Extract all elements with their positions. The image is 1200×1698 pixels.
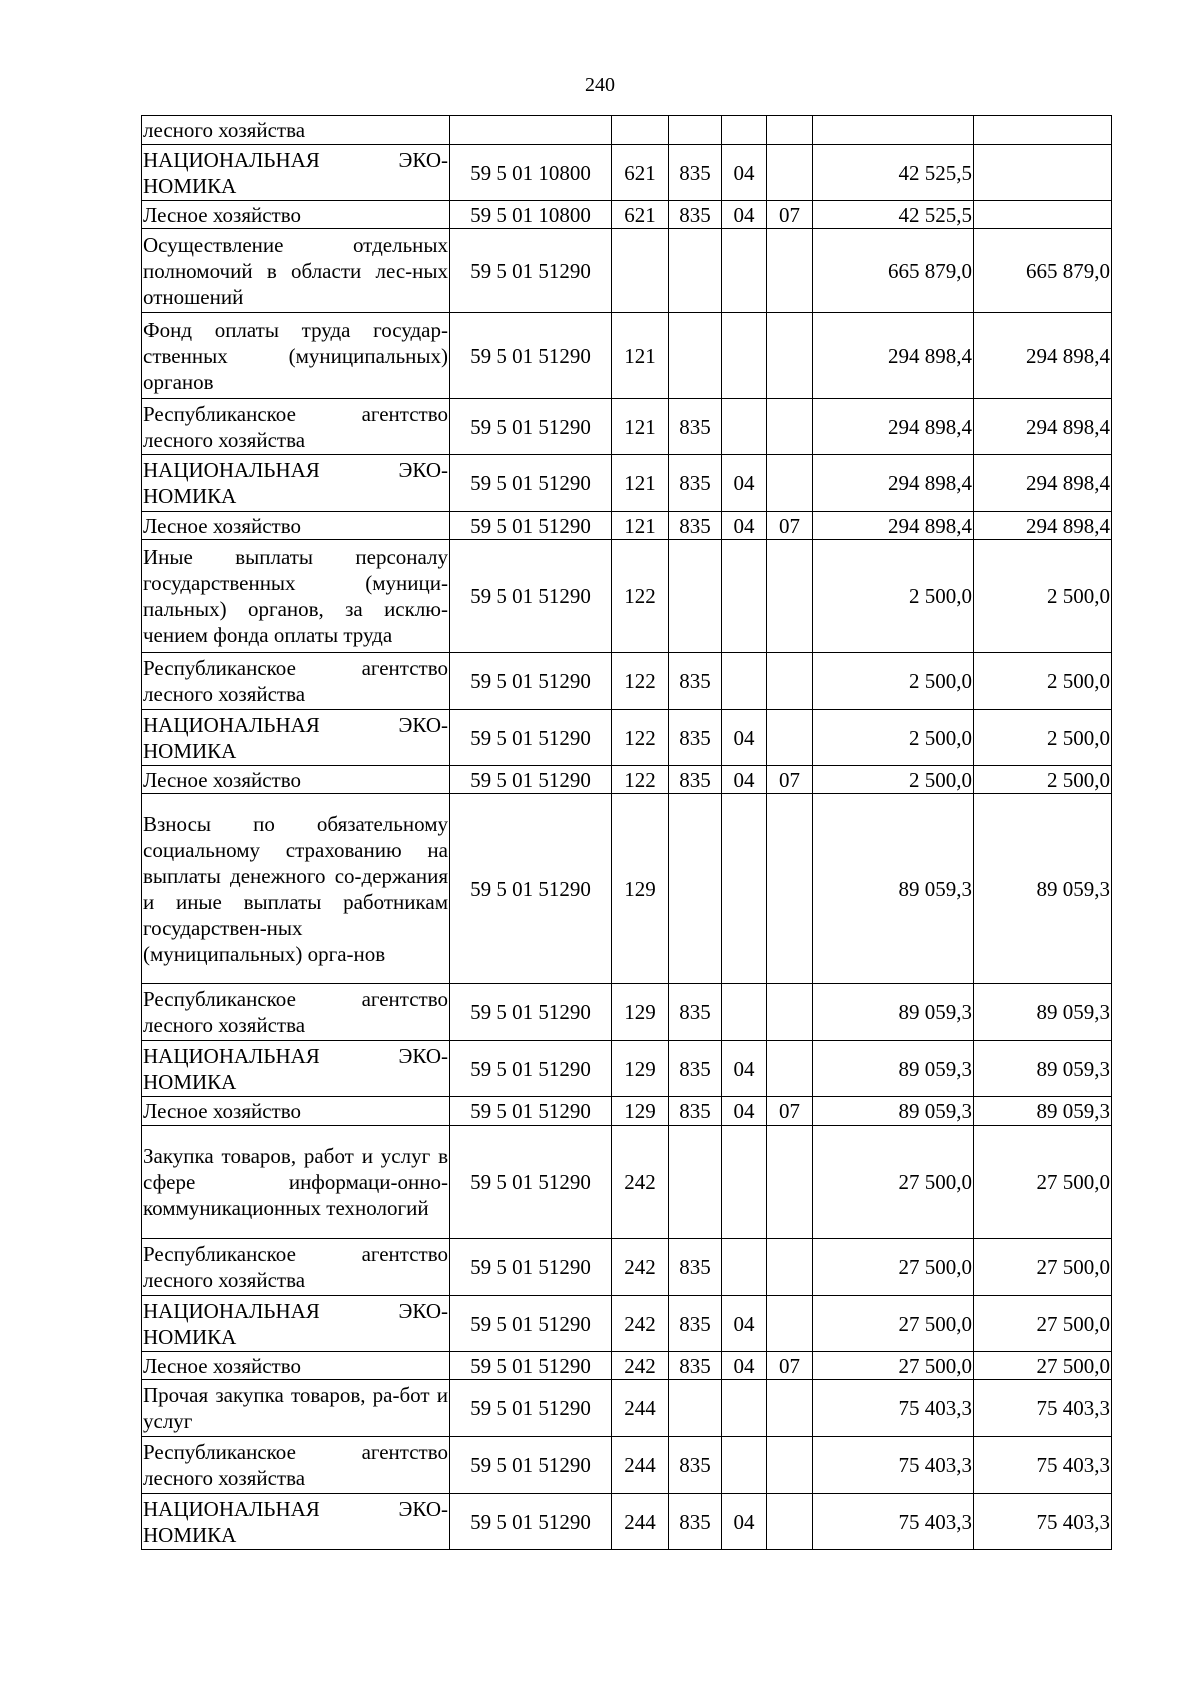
- cell-target-article: 59 5 01 51290: [450, 653, 612, 710]
- cell-subsection: [767, 794, 813, 984]
- cell-amount-delegated: 27 500,0: [974, 1239, 1112, 1296]
- cell-expense-type: 121: [612, 399, 669, 455]
- cell-amount: 27 500,0: [813, 1296, 974, 1352]
- cell-section: 04: [722, 455, 767, 512]
- cell-amount-delegated: 2 500,0: [974, 766, 1112, 794]
- cell-subsection: [767, 540, 813, 653]
- cell-ministry-code: 835: [669, 201, 722, 229]
- cell-name: Лесное хозяйство: [142, 766, 450, 794]
- table-row: [142, 653, 1112, 710]
- cell-ministry-code: [669, 116, 722, 145]
- cell-target-article: 59 5 01 51290: [450, 1494, 612, 1550]
- cell-subsection: [767, 1296, 813, 1352]
- cell-name: Республиканское агентство лесного хозяйства: [142, 399, 450, 455]
- cell-expense-type: 121: [612, 313, 669, 399]
- cell-expense-type: 242: [612, 1239, 669, 1296]
- cell-target-article: 59 5 01 51290: [450, 794, 612, 984]
- cell-amount: 294 898,4: [813, 455, 974, 512]
- cell-amount-delegated: 2 500,0: [974, 653, 1112, 710]
- cell-amount-delegated: 294 898,4: [974, 512, 1112, 540]
- table-row: [142, 766, 1112, 794]
- cell-subsection: [767, 116, 813, 145]
- cell-section: 04: [722, 201, 767, 229]
- cell-subsection: [767, 1437, 813, 1494]
- cell-section: [722, 399, 767, 455]
- cell-expense-type: 621: [612, 201, 669, 229]
- cell-amount: 294 898,4: [813, 512, 974, 540]
- cell-amount-delegated: 89 059,3: [974, 1041, 1112, 1097]
- cell-name: НАЦИОНАЛЬНАЯ ЭКО-НОМИКА: [142, 145, 450, 201]
- cell-subsection: [767, 1494, 813, 1550]
- cell-section: [722, 1239, 767, 1296]
- cell-amount-delegated: 89 059,3: [974, 1097, 1112, 1126]
- cell-subsection: [767, 710, 813, 766]
- cell-amount-delegated: [974, 145, 1112, 201]
- cell-subsection: 07: [767, 766, 813, 794]
- cell-target-article: 59 5 01 51290: [450, 512, 612, 540]
- cell-expense-type: 242: [612, 1352, 669, 1380]
- table-row: [142, 399, 1112, 455]
- cell-subsection: [767, 455, 813, 512]
- table-row: [142, 1097, 1112, 1126]
- cell-expense-type: 129: [612, 1097, 669, 1126]
- cell-ministry-code: [669, 540, 722, 653]
- cell-amount-delegated: [974, 116, 1112, 145]
- cell-name: Иные выплаты персоналу государственных (муници-пальных) органов, за исклю-чением фонда оплаты труда: [142, 540, 450, 653]
- cell-name: НАЦИОНАЛЬНАЯ ЭКО-НОМИКА: [142, 1296, 450, 1352]
- cell-expense-type: 242: [612, 1126, 669, 1239]
- cell-ministry-code: 835: [669, 1097, 722, 1126]
- cell-amount: 27 500,0: [813, 1239, 974, 1296]
- cell-name: НАЦИОНАЛЬНАЯ ЭКО-НОМИКА: [142, 455, 450, 512]
- cell-amount-delegated: 89 059,3: [974, 984, 1112, 1041]
- cell-target-article: 59 5 01 51290: [450, 1097, 612, 1126]
- cell-amount-delegated: 2 500,0: [974, 540, 1112, 653]
- cell-amount-delegated: 27 500,0: [974, 1352, 1112, 1380]
- cell-name: Республиканское агентство лесного хозяйства: [142, 1437, 450, 1494]
- cell-amount: 75 403,3: [813, 1380, 974, 1437]
- cell-name: Республиканское агентство лесного хозяйства: [142, 1239, 450, 1296]
- cell-subsection: 07: [767, 201, 813, 229]
- cell-target-article: 59 5 01 51290: [450, 1352, 612, 1380]
- cell-section: 04: [722, 1041, 767, 1097]
- cell-name: Прочая закупка товаров, ра-бот и услуг: [142, 1380, 450, 1437]
- cell-section: [722, 653, 767, 710]
- cell-target-article: 59 5 01 51290: [450, 1239, 612, 1296]
- cell-target-article: 59 5 01 51290: [450, 1296, 612, 1352]
- cell-section: [722, 540, 767, 653]
- cell-ministry-code: 835: [669, 710, 722, 766]
- cell-target-article: 59 5 01 51290: [450, 1126, 612, 1239]
- cell-ministry-code: 835: [669, 399, 722, 455]
- cell-ministry-code: 835: [669, 984, 722, 1041]
- table-row: [142, 1041, 1112, 1097]
- cell-amount: 89 059,3: [813, 1041, 974, 1097]
- cell-target-article: 59 5 01 51290: [450, 540, 612, 653]
- cell-ministry-code: 835: [669, 145, 722, 201]
- table-row: [142, 1296, 1112, 1352]
- cell-amount: [813, 116, 974, 145]
- cell-amount: 665 879,0: [813, 229, 974, 313]
- cell-subsection: [767, 984, 813, 1041]
- cell-subsection: [767, 313, 813, 399]
- cell-name: Лесное хозяйство: [142, 1352, 450, 1380]
- cell-ministry-code: [669, 1380, 722, 1437]
- cell-ministry-code: 835: [669, 455, 722, 512]
- cell-expense-type: 122: [612, 766, 669, 794]
- cell-name: Лесное хозяйство: [142, 512, 450, 540]
- cell-section: 04: [722, 1296, 767, 1352]
- budget-table: [141, 115, 1112, 1550]
- cell-subsection: 07: [767, 512, 813, 540]
- cell-subsection: [767, 653, 813, 710]
- cell-subsection: [767, 1239, 813, 1296]
- table-row: [142, 1494, 1112, 1550]
- cell-amount-delegated: [974, 201, 1112, 229]
- cell-subsection: [767, 1126, 813, 1239]
- cell-amount: 2 500,0: [813, 653, 974, 710]
- cell-name: Фонд оплаты труда государ-ственных (муниципальных) органов: [142, 313, 450, 399]
- table-row: [142, 1352, 1112, 1380]
- cell-expense-type: 244: [612, 1494, 669, 1550]
- cell-amount: 89 059,3: [813, 984, 974, 1041]
- page-number: 240: [585, 74, 615, 96]
- cell-amount: 2 500,0: [813, 766, 974, 794]
- table-row: [142, 1380, 1112, 1437]
- cell-expense-type: 122: [612, 710, 669, 766]
- cell-target-article: 59 5 01 51290: [450, 313, 612, 399]
- cell-expense-type: 129: [612, 1041, 669, 1097]
- cell-section: [722, 313, 767, 399]
- cell-amount: 27 500,0: [813, 1352, 974, 1380]
- cell-name: Республиканское агентство лесного хозяйства: [142, 984, 450, 1041]
- cell-amount-delegated: 294 898,4: [974, 455, 1112, 512]
- cell-name: Республиканское агентство лесного хозяйства: [142, 653, 450, 710]
- cell-section: [722, 794, 767, 984]
- table-row: [142, 540, 1112, 653]
- cell-amount: 27 500,0: [813, 1126, 974, 1239]
- table-row: [142, 794, 1112, 984]
- cell-target-article: 59 5 01 51290: [450, 766, 612, 794]
- cell-target-article: 59 5 01 51290: [450, 710, 612, 766]
- cell-amount: 2 500,0: [813, 710, 974, 766]
- table-row: [142, 1239, 1112, 1296]
- cell-ministry-code: 835: [669, 1041, 722, 1097]
- cell-expense-type: 129: [612, 984, 669, 1041]
- table-row: [142, 455, 1112, 512]
- cell-name: Закупка товаров, работ и услуг в сфере информаци-онно-коммуникационных технологий: [142, 1126, 450, 1239]
- cell-ministry-code: [669, 794, 722, 984]
- cell-subsection: [767, 399, 813, 455]
- cell-amount: 294 898,4: [813, 313, 974, 399]
- cell-target-article: 59 5 01 51290: [450, 984, 612, 1041]
- cell-target-article: 59 5 01 51290: [450, 455, 612, 512]
- cell-target-article: 59 5 01 51290: [450, 1380, 612, 1437]
- cell-target-article: 59 5 01 51290: [450, 229, 612, 313]
- cell-section: [722, 1126, 767, 1239]
- cell-amount-delegated: 75 403,3: [974, 1380, 1112, 1437]
- cell-subsection: 07: [767, 1097, 813, 1126]
- cell-target-article: 59 5 01 51290: [450, 399, 612, 455]
- cell-expense-type: [612, 229, 669, 313]
- cell-subsection: [767, 229, 813, 313]
- cell-expense-type: 244: [612, 1380, 669, 1437]
- table-row: [142, 313, 1112, 399]
- cell-subsection: [767, 1380, 813, 1437]
- cell-expense-type: 121: [612, 455, 669, 512]
- cell-ministry-code: 835: [669, 766, 722, 794]
- cell-name: НАЦИОНАЛЬНАЯ ЭКО-НОМИКА: [142, 1041, 450, 1097]
- cell-section: 04: [722, 766, 767, 794]
- table-row: [142, 984, 1112, 1041]
- table-row: [142, 116, 1112, 145]
- cell-section: 04: [722, 1097, 767, 1126]
- cell-expense-type: 122: [612, 653, 669, 710]
- cell-name: лесного хозяйства: [142, 116, 450, 145]
- cell-section: [722, 116, 767, 145]
- cell-amount-delegated: 665 879,0: [974, 229, 1112, 313]
- cell-amount-delegated: 294 898,4: [974, 313, 1112, 399]
- cell-expense-type: 122: [612, 540, 669, 653]
- cell-name: Осуществление отдельных полномочий в области лес-ных отношений: [142, 229, 450, 313]
- cell-target-article: 59 5 01 51290: [450, 1041, 612, 1097]
- cell-amount: 89 059,3: [813, 794, 974, 984]
- cell-name: Лесное хозяйство: [142, 201, 450, 229]
- cell-amount-delegated: 75 403,3: [974, 1494, 1112, 1550]
- cell-ministry-code: [669, 229, 722, 313]
- cell-section: 04: [722, 1352, 767, 1380]
- cell-section: 04: [722, 1494, 767, 1550]
- cell-amount-delegated: 2 500,0: [974, 710, 1112, 766]
- cell-target-article: 59 5 01 51290: [450, 1437, 612, 1494]
- cell-amount-delegated: 75 403,3: [974, 1437, 1112, 1494]
- cell-expense-type: 244: [612, 1437, 669, 1494]
- cell-expense-type: 121: [612, 512, 669, 540]
- cell-subsection: 07: [767, 1352, 813, 1380]
- table-row: [142, 201, 1112, 229]
- cell-ministry-code: 835: [669, 1494, 722, 1550]
- cell-section: [722, 1380, 767, 1437]
- cell-amount: 75 403,3: [813, 1494, 974, 1550]
- cell-section: 04: [722, 512, 767, 540]
- cell-expense-type: [612, 116, 669, 145]
- cell-subsection: [767, 1041, 813, 1097]
- cell-name: НАЦИОНАЛЬНАЯ ЭКО-НОМИКА: [142, 710, 450, 766]
- cell-section: [722, 1437, 767, 1494]
- cell-ministry-code: 835: [669, 1352, 722, 1380]
- cell-amount-delegated: 89 059,3: [974, 794, 1112, 984]
- cell-amount: 89 059,3: [813, 1097, 974, 1126]
- cell-section: [722, 984, 767, 1041]
- cell-target-article: [450, 116, 612, 145]
- table-row: [142, 1126, 1112, 1239]
- cell-subsection: [767, 145, 813, 201]
- cell-target-article: 59 5 01 10800: [450, 201, 612, 229]
- cell-ministry-code: 835: [669, 653, 722, 710]
- cell-section: 04: [722, 145, 767, 201]
- cell-ministry-code: 835: [669, 1437, 722, 1494]
- cell-amount: 42 525,5: [813, 145, 974, 201]
- cell-ministry-code: [669, 313, 722, 399]
- table-row: [142, 1437, 1112, 1494]
- budget-table-body: [142, 116, 1112, 1550]
- cell-amount: 42 525,5: [813, 201, 974, 229]
- cell-expense-type: 129: [612, 794, 669, 984]
- cell-ministry-code: 835: [669, 1296, 722, 1352]
- cell-expense-type: 242: [612, 1296, 669, 1352]
- cell-ministry-code: 835: [669, 512, 722, 540]
- cell-amount-delegated: 27 500,0: [974, 1296, 1112, 1352]
- cell-amount: 294 898,4: [813, 399, 974, 455]
- cell-expense-type: 621: [612, 145, 669, 201]
- table-row: [142, 229, 1112, 313]
- cell-ministry-code: 835: [669, 1239, 722, 1296]
- cell-section: 04: [722, 710, 767, 766]
- cell-amount: 75 403,3: [813, 1437, 974, 1494]
- cell-amount-delegated: 294 898,4: [974, 399, 1112, 455]
- cell-name: Лесное хозяйство: [142, 1097, 450, 1126]
- table-row: [142, 710, 1112, 766]
- table-row: [142, 145, 1112, 201]
- cell-name: Взносы по обязательному социальному страхованию на выплаты денежного со-держания и иные выплаты работникам государствен-ных (муниципальных) орга-нов: [142, 794, 450, 984]
- cell-amount-delegated: 27 500,0: [974, 1126, 1112, 1239]
- cell-section: [722, 229, 767, 313]
- cell-ministry-code: [669, 1126, 722, 1239]
- cell-amount: 2 500,0: [813, 540, 974, 653]
- table-row: [142, 512, 1112, 540]
- cell-target-article: 59 5 01 10800: [450, 145, 612, 201]
- cell-name: НАЦИОНАЛЬНАЯ ЭКО-НОМИКА: [142, 1494, 450, 1550]
